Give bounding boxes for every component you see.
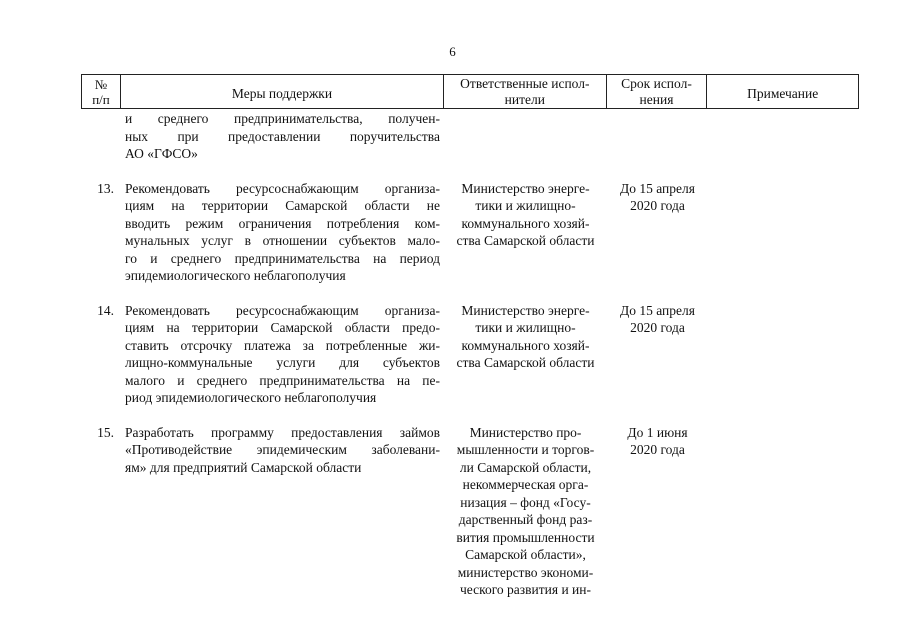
text-line: «Противодействие эпидемическим заболевани-	[125, 442, 440, 457]
header-number-line2: п/п	[92, 91, 110, 107]
text-line: циям на территории Самарской области не	[125, 198, 440, 213]
row-number: 13.	[97, 180, 114, 196]
text-line: тики и жилищно-	[475, 320, 576, 335]
header-number-line1: №	[94, 76, 108, 92]
text-line: дарственный фонд раз-	[458, 512, 593, 527]
text-line: До 1 июня	[627, 424, 688, 440]
text-line: ческого развития и ин-	[460, 582, 591, 597]
text-line: 2020 года	[630, 320, 685, 335]
text-line: ям» для предприятий Самарской области	[125, 459, 362, 475]
row-number: 14.	[97, 302, 114, 318]
text-line: Самарской области»,	[465, 547, 586, 562]
table-row	[81, 424, 859, 599]
text-line: некоммерческая орга-	[462, 477, 589, 492]
text-line: коммунального хозяй-	[461, 337, 590, 353]
header-note: Примечание	[747, 85, 819, 101]
text-line: Министерство энерге-	[461, 180, 590, 196]
row-measure-text	[120, 424, 444, 599]
text-line: министерство экономи-	[457, 564, 594, 580]
header-responsible-line1: Ответственные испол-	[460, 76, 590, 91]
text-line: вития промышленности	[456, 529, 595, 545]
text-line: АО «ГФСО»	[125, 146, 198, 161]
row-responsible	[444, 180, 607, 285]
page-number: 6	[449, 44, 456, 59]
text-line: ли Самарской области,	[459, 459, 592, 475]
text-line: ства Самарской области	[456, 355, 595, 370]
text-line: тики и жилищно-	[475, 198, 576, 213]
text-line: го и среднего предпринимательства на период	[125, 250, 440, 266]
table-row	[81, 302, 859, 407]
row-deadline	[607, 180, 708, 285]
table-row-continuation	[81, 110, 859, 163]
text-line: Разработать программу предоставления займов	[125, 424, 440, 440]
header-deadline	[607, 75, 708, 108]
continuation-measure-text	[120, 110, 444, 163]
text-line: 2020 года	[630, 442, 685, 457]
text-line: и среднего предпринимательства, получен-	[125, 111, 440, 126]
header-responsible	[444, 75, 607, 108]
text-line: ства Самарской области	[456, 233, 595, 248]
support-measures-table	[81, 74, 859, 599]
text-line: До 15 апреля	[620, 180, 695, 196]
text-line: низация – фонд «Госу-	[460, 494, 591, 510]
text-line: До 15 апреля	[620, 302, 695, 318]
text-line: коммунального хозяй-	[461, 215, 590, 231]
text-line: лищно-коммунальные услуги для субъектов	[125, 355, 440, 370]
header-deadline-line2: нения	[639, 92, 674, 107]
header-measures: Меры поддержки	[121, 75, 444, 108]
text-line: риод эпидемиологического неблагополучия	[125, 390, 377, 405]
row-number: 15.	[97, 424, 114, 440]
header-responsible-line2: нители	[504, 92, 545, 107]
row-measure-text	[120, 180, 444, 285]
row-deadline	[607, 424, 708, 599]
text-line: циям на территории Самарской области предо-	[125, 320, 440, 335]
text-line: мышленности и торгов-	[456, 442, 595, 457]
row-measure-text	[120, 302, 444, 407]
text-line: малого и среднего предпринимательства на пе-	[125, 372, 440, 388]
row-deadline	[607, 302, 708, 407]
text-line: ставить отсрочку платежа за потребленные жи-	[125, 337, 440, 353]
table-header	[81, 74, 859, 109]
row-note	[708, 302, 859, 407]
text-line: Рекомендовать ресурсоснабжающим организа-	[125, 180, 440, 196]
text-line: ных при предоставлении поручительства	[125, 128, 440, 144]
header-number	[82, 75, 121, 108]
row-note	[708, 424, 859, 599]
row-responsible	[444, 302, 607, 407]
row-note	[708, 180, 859, 285]
text-line: мунальных услуг в отношении субъектов мало-	[125, 233, 440, 248]
text-line: 2020 года	[630, 198, 685, 213]
row-responsible	[444, 424, 607, 599]
text-line: Рекомендовать ресурсоснабжающим организа-	[125, 302, 440, 318]
text-line: эпидемиологического неблагополучия	[125, 268, 346, 283]
text-line: Министерство энерге-	[461, 302, 590, 318]
text-line: вводить режим ограничения потребления ком-	[125, 215, 440, 231]
table-row	[81, 180, 859, 285]
text-line: Министерство про-	[469, 424, 582, 440]
header-deadline-line1: Срок испол-	[621, 76, 692, 91]
